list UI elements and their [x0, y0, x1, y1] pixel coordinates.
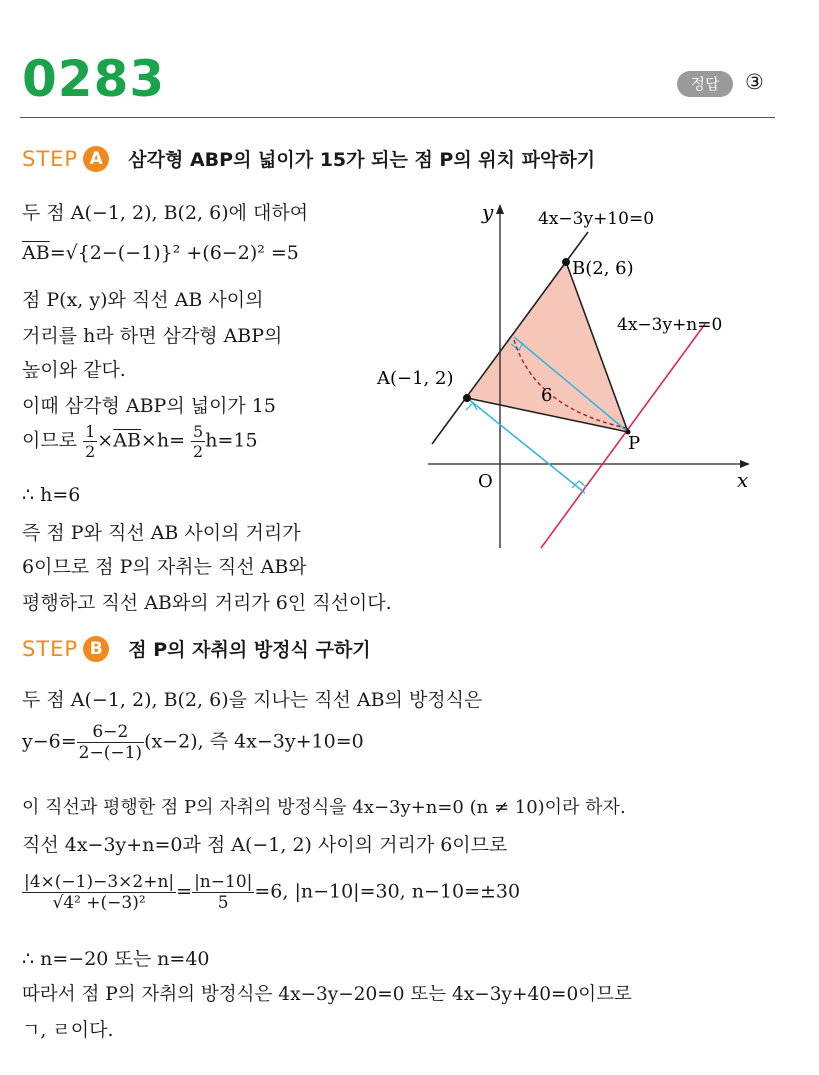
frac-den: √4² +(−3)²: [52, 893, 146, 913]
text-imeuro: 이므로: [22, 429, 78, 452]
area-equation: h=15: [205, 429, 258, 452]
y-axis-arrow: [496, 204, 504, 214]
line-ab-equation-label: 4x−3y+10=0: [538, 209, 655, 229]
x-axis-label: x: [737, 468, 749, 492]
step-a-line-5: 높이와 같다.: [22, 359, 126, 381]
step-b-line-5: [22, 872, 520, 913]
frac-den: 2: [193, 442, 204, 461]
origin-label: O: [478, 471, 493, 492]
coordinate-figure: [360, 190, 780, 560]
segment-ab: $\overline{AB}$: [22, 242, 50, 264]
point-a: [463, 394, 471, 402]
frac-num: |n−10|: [194, 872, 253, 892]
frac-num: 1: [85, 422, 96, 441]
x-axis-arrow: [740, 460, 750, 468]
step-b-line-3: 이 직선과 평행한 점 P의 자취의 방정식을 4x−3y+n=0 (n ≠ 10)이라 하자.: [22, 797, 626, 818]
step-b-word: STEP: [22, 637, 79, 661]
fraction-five-halves: [191, 422, 205, 461]
equals-sign: =: [176, 880, 193, 903]
frac-num: 6−2: [77, 722, 144, 743]
frac-num: |4×(−1)−3×2+n|: [24, 872, 175, 892]
frac-den: 2: [85, 442, 96, 461]
slope-lhs: y−6=: [22, 730, 77, 753]
header-divider: [20, 117, 775, 118]
fraction-half: [83, 422, 97, 461]
step-b-line-4: 직선 4x−3y+n=0과 점 A(−1, 2) 사이의 거리가 6이므로: [22, 834, 508, 856]
frac-num: 5: [193, 422, 204, 441]
point-b-label: B(2, 6): [572, 258, 634, 279]
step-a-header: [22, 145, 595, 172]
step-b-line-7: 따라서 점 P의 자취의 방정식은 4x−3y−20=0 또는 4x−3y+40=0이므로: [22, 984, 632, 1005]
ab-length-formula: =√{2−(−1)}² +(6−2)² =5: [49, 242, 299, 264]
point-b: [562, 258, 570, 266]
answer-badge: 정답: [677, 71, 733, 97]
step-a-line-3: 점 P(x, y)와 직선 AB 사이의: [22, 289, 264, 311]
frac-den: 2−(−1): [78, 743, 143, 763]
step-b-badge: B: [83, 636, 109, 662]
segment-ab-2: $\overline{AB}$: [113, 429, 141, 452]
step-b-title: 점 P의 자취의 방정식 구하기: [128, 639, 371, 661]
answer-value: ③: [745, 70, 764, 94]
problem-number: 0283: [22, 50, 166, 108]
distance-label: 6: [541, 385, 553, 406]
step-a-line-6: 이때 삼각형 ABP의 넓이가 15: [22, 395, 276, 417]
step-a-line-4: 거리를 h라 하면 삼각형 ABP의: [22, 325, 283, 347]
step-a-title: 삼각형 ABP의 넓이가 15가 되는 점 P의 위치 파악하기: [128, 149, 596, 171]
step-b-line-2: [22, 722, 364, 763]
times-sign: ×: [97, 429, 114, 452]
step-a-line-10: 6이므로 점 P의 자취는 직선 AB와: [22, 556, 307, 578]
parallel-line-equation-label: 4x−3y+n=0: [617, 315, 723, 335]
times-h: ×h=: [140, 429, 185, 452]
step-b-header: [22, 635, 371, 662]
point-a-label: A(−1, 2): [377, 368, 454, 389]
step-a-line-1: 두 점 A(−1, 2), B(2, 6)에 대하여: [22, 202, 309, 224]
line-ab-equation: (x−2), 즉 4x−3y+10=0: [144, 730, 364, 753]
abs-fraction: [192, 872, 254, 913]
step-a-line-9: 즉 점 P와 직선 AB 사이의 거리가: [22, 522, 301, 544]
point-p-label: P: [628, 433, 641, 454]
solve-n: =6, |n−10|=30, n−10=±30: [254, 880, 521, 903]
step-b-line-8: ㄱ, ㄹ이다.: [22, 1019, 114, 1041]
step-b-line-6: ∴ n=−20 또는 n=40: [22, 948, 210, 970]
step-a-line-2: [22, 242, 299, 264]
frac-den: 5: [217, 893, 229, 913]
y-axis-label: y: [482, 200, 494, 224]
step-a-word: STEP: [22, 147, 79, 171]
distance-fraction: [22, 872, 176, 913]
step-a-line-11: 평행하고 직선 AB와의 거리가 6인 직선이다.: [22, 592, 392, 614]
step-a-badge: A: [83, 146, 109, 172]
step-a-line-8: ∴ h=6: [22, 484, 81, 506]
step-a-line-7: [22, 422, 258, 461]
step-b-line-1: 두 점 A(−1, 2), B(2, 6)을 지나는 직선 AB의 방정식은: [22, 689, 483, 711]
slope-fraction: [77, 722, 144, 763]
